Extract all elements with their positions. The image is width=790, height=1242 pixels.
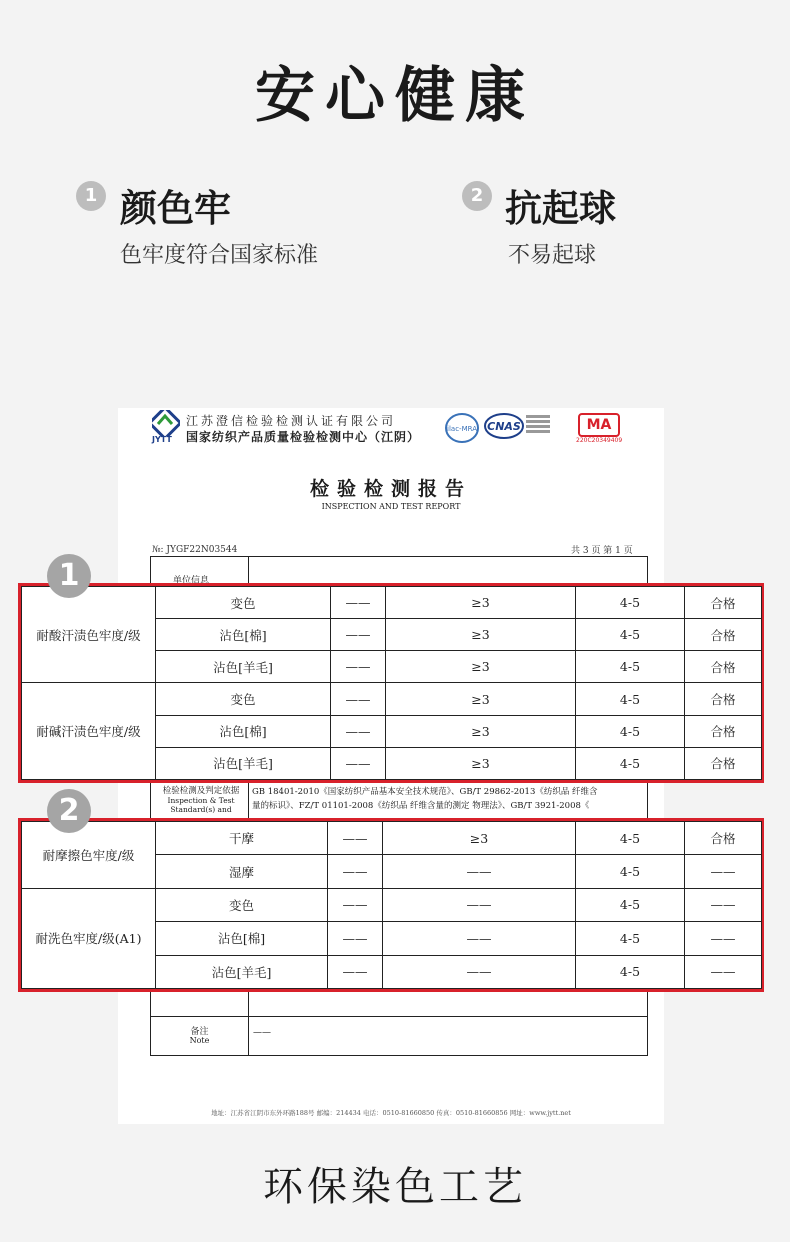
- remark-label: 备注: [190, 1027, 209, 1037]
- item-cell: 沾色[羊毛]: [156, 651, 331, 683]
- verdict-cell: 合格: [685, 822, 762, 855]
- cnas-text-block: [526, 413, 550, 435]
- item-cell: 沾色[棉]: [156, 619, 331, 651]
- item-cell: 变色: [156, 888, 328, 921]
- value-cell: ——: [328, 922, 383, 955]
- item-cell: 干摩: [156, 822, 328, 855]
- group-washing: 耐洗色牢度/级(A1): [22, 888, 156, 988]
- item-cell: 沾色[羊毛]: [156, 747, 331, 779]
- feature-title-colorfast: 颜色牢: [120, 187, 231, 230]
- section-title-eco-dyeing: 环保染色工艺: [263, 1164, 527, 1210]
- basis-text-2: 量的标识》、FZ/T 01101-2008《纺织品 纤维含量的测定 物理法》、GB/T 3921-2008《: [252, 801, 590, 811]
- result-cell: 4-5: [576, 888, 685, 921]
- result-cell: 4-5: [576, 822, 685, 855]
- basis-row: [150, 782, 648, 820]
- value-cell: ——: [331, 747, 386, 779]
- badge-1: 1: [47, 554, 91, 598]
- result-cell: 4-5: [576, 619, 685, 651]
- sweat-fastness-table: [21, 586, 762, 780]
- cma-logo-icon: MA: [578, 413, 620, 437]
- value-cell: ——: [331, 619, 386, 651]
- rub-wash-fastness-table: [21, 821, 762, 989]
- group-rubbing: 耐摩擦色牢度/级: [22, 822, 156, 889]
- verdict-cell: 合格: [685, 683, 762, 715]
- basis-label: 检验检测及判定依据: [162, 786, 240, 796]
- cnas-logo-icon: [484, 413, 524, 439]
- verdict-cell: ——: [685, 922, 762, 955]
- remark-value: ——: [253, 1028, 271, 1038]
- requirement-cell: ≥3: [386, 587, 576, 619]
- feature-number-2: 2: [462, 181, 492, 211]
- requirement-cell: ——: [383, 888, 576, 921]
- group-acid-sweat: 耐酸汗渍色牢度/级: [22, 587, 156, 683]
- highlight-table-rub-wash-fastness: [18, 818, 764, 992]
- requirement-cell: ≥3: [383, 822, 576, 855]
- verdict-cell: 合格: [685, 619, 762, 651]
- verdict-cell: 合格: [685, 715, 762, 747]
- result-cell: 4-5: [576, 587, 685, 619]
- cma-number: 220C20349409: [576, 437, 623, 444]
- result-cell: 4-5: [576, 651, 685, 683]
- feature-desc-antipilling: 不易起球: [508, 243, 597, 268]
- item-cell: 变色: [156, 683, 331, 715]
- group-alkali-sweat: 耐碱汗渍色牢度/级: [22, 683, 156, 780]
- basis-label-en: Inspection & Test Standard(s) and: [167, 796, 235, 814]
- report-footer: 地址：江苏省江阴市东外环路188号 邮编：214434 电话：0510-81660850 传真：0510-81660856 网址：www.jytt.net: [211, 1109, 571, 1117]
- cnas-label: CNAS: [487, 420, 521, 433]
- result-cell: 4-5: [576, 922, 685, 955]
- value-cell: ——: [331, 715, 386, 747]
- requirement-cell: ——: [383, 922, 576, 955]
- requirement-cell: ——: [383, 955, 576, 988]
- result-cell: 4-5: [576, 747, 685, 779]
- unit-info-label: 单位信息: [173, 576, 210, 586]
- result-cell: 4-5: [576, 855, 685, 888]
- ilac-mra-label: ilac-MRA: [447, 425, 477, 433]
- unit-info-row: [150, 556, 648, 584]
- value-cell: ——: [328, 855, 383, 888]
- requirement-cell: ≥3: [386, 619, 576, 651]
- value-cell: ——: [328, 955, 383, 988]
- result-cell: 4-5: [576, 683, 685, 715]
- requirement-cell: ≥3: [386, 715, 576, 747]
- requirement-cell: ≥3: [386, 651, 576, 683]
- feature-title-antipilling: 抗起球: [505, 187, 616, 230]
- org-name-line2: 国家纺织产品质量检验检测中心（江阴）: [186, 430, 421, 444]
- verdict-cell: 合格: [685, 651, 762, 683]
- remark-area: [150, 988, 648, 1056]
- page-info: 共 3 页 第 1 页: [571, 546, 633, 556]
- item-cell: 沾色[棉]: [156, 715, 331, 747]
- requirement-cell: ≥3: [386, 683, 576, 715]
- report-number: №: JYGF22N03544: [152, 545, 238, 555]
- report-subtitle: INSPECTION AND TEST REPORT: [321, 502, 461, 511]
- highlight-table-sweat-fastness: [18, 583, 764, 783]
- item-cell: 湿摩: [156, 855, 328, 888]
- table-row: [22, 587, 762, 619]
- basis-text-1: GB 18401-2010《国家纺织产品基本安全技术规范》、GB/T 29862-2013《纺织品 纤维含: [252, 787, 598, 797]
- value-cell: ——: [331, 651, 386, 683]
- badge-2: 2: [47, 789, 91, 833]
- remark-label-en: Note: [189, 1036, 210, 1045]
- verdict-cell: 合格: [685, 747, 762, 779]
- item-cell: 沾色[羊毛]: [156, 955, 328, 988]
- feature-desc-colorfast: 色牢度符合国家标准: [120, 243, 319, 268]
- jytt-logo-text: JYTT: [152, 435, 172, 444]
- table-row: [22, 683, 762, 715]
- verdict-cell: ——: [685, 888, 762, 921]
- value-cell: ——: [331, 587, 386, 619]
- item-cell: 沾色[棉]: [156, 922, 328, 955]
- verdict-cell: 合格: [685, 587, 762, 619]
- table-row: [22, 822, 762, 855]
- item-cell: 变色: [156, 587, 331, 619]
- feature-number-1: 1: [76, 181, 106, 211]
- value-cell: ——: [328, 888, 383, 921]
- result-cell: 4-5: [576, 955, 685, 988]
- table-row: [22, 888, 762, 921]
- ilac-mra-logo-icon: [444, 412, 480, 444]
- report-title: 检验检测报告: [309, 478, 472, 500]
- verdict-cell: ——: [685, 955, 762, 988]
- org-name-line1: 江苏澄信检验检测认证有限公司: [186, 414, 397, 428]
- jytt-logo-icon: [152, 410, 180, 436]
- value-cell: ——: [328, 822, 383, 855]
- page-title: 安心健康: [255, 61, 535, 131]
- requirement-cell: ≥3: [386, 747, 576, 779]
- value-cell: ——: [331, 683, 386, 715]
- result-cell: 4-5: [576, 715, 685, 747]
- verdict-cell: ——: [685, 855, 762, 888]
- requirement-cell: ——: [383, 855, 576, 888]
